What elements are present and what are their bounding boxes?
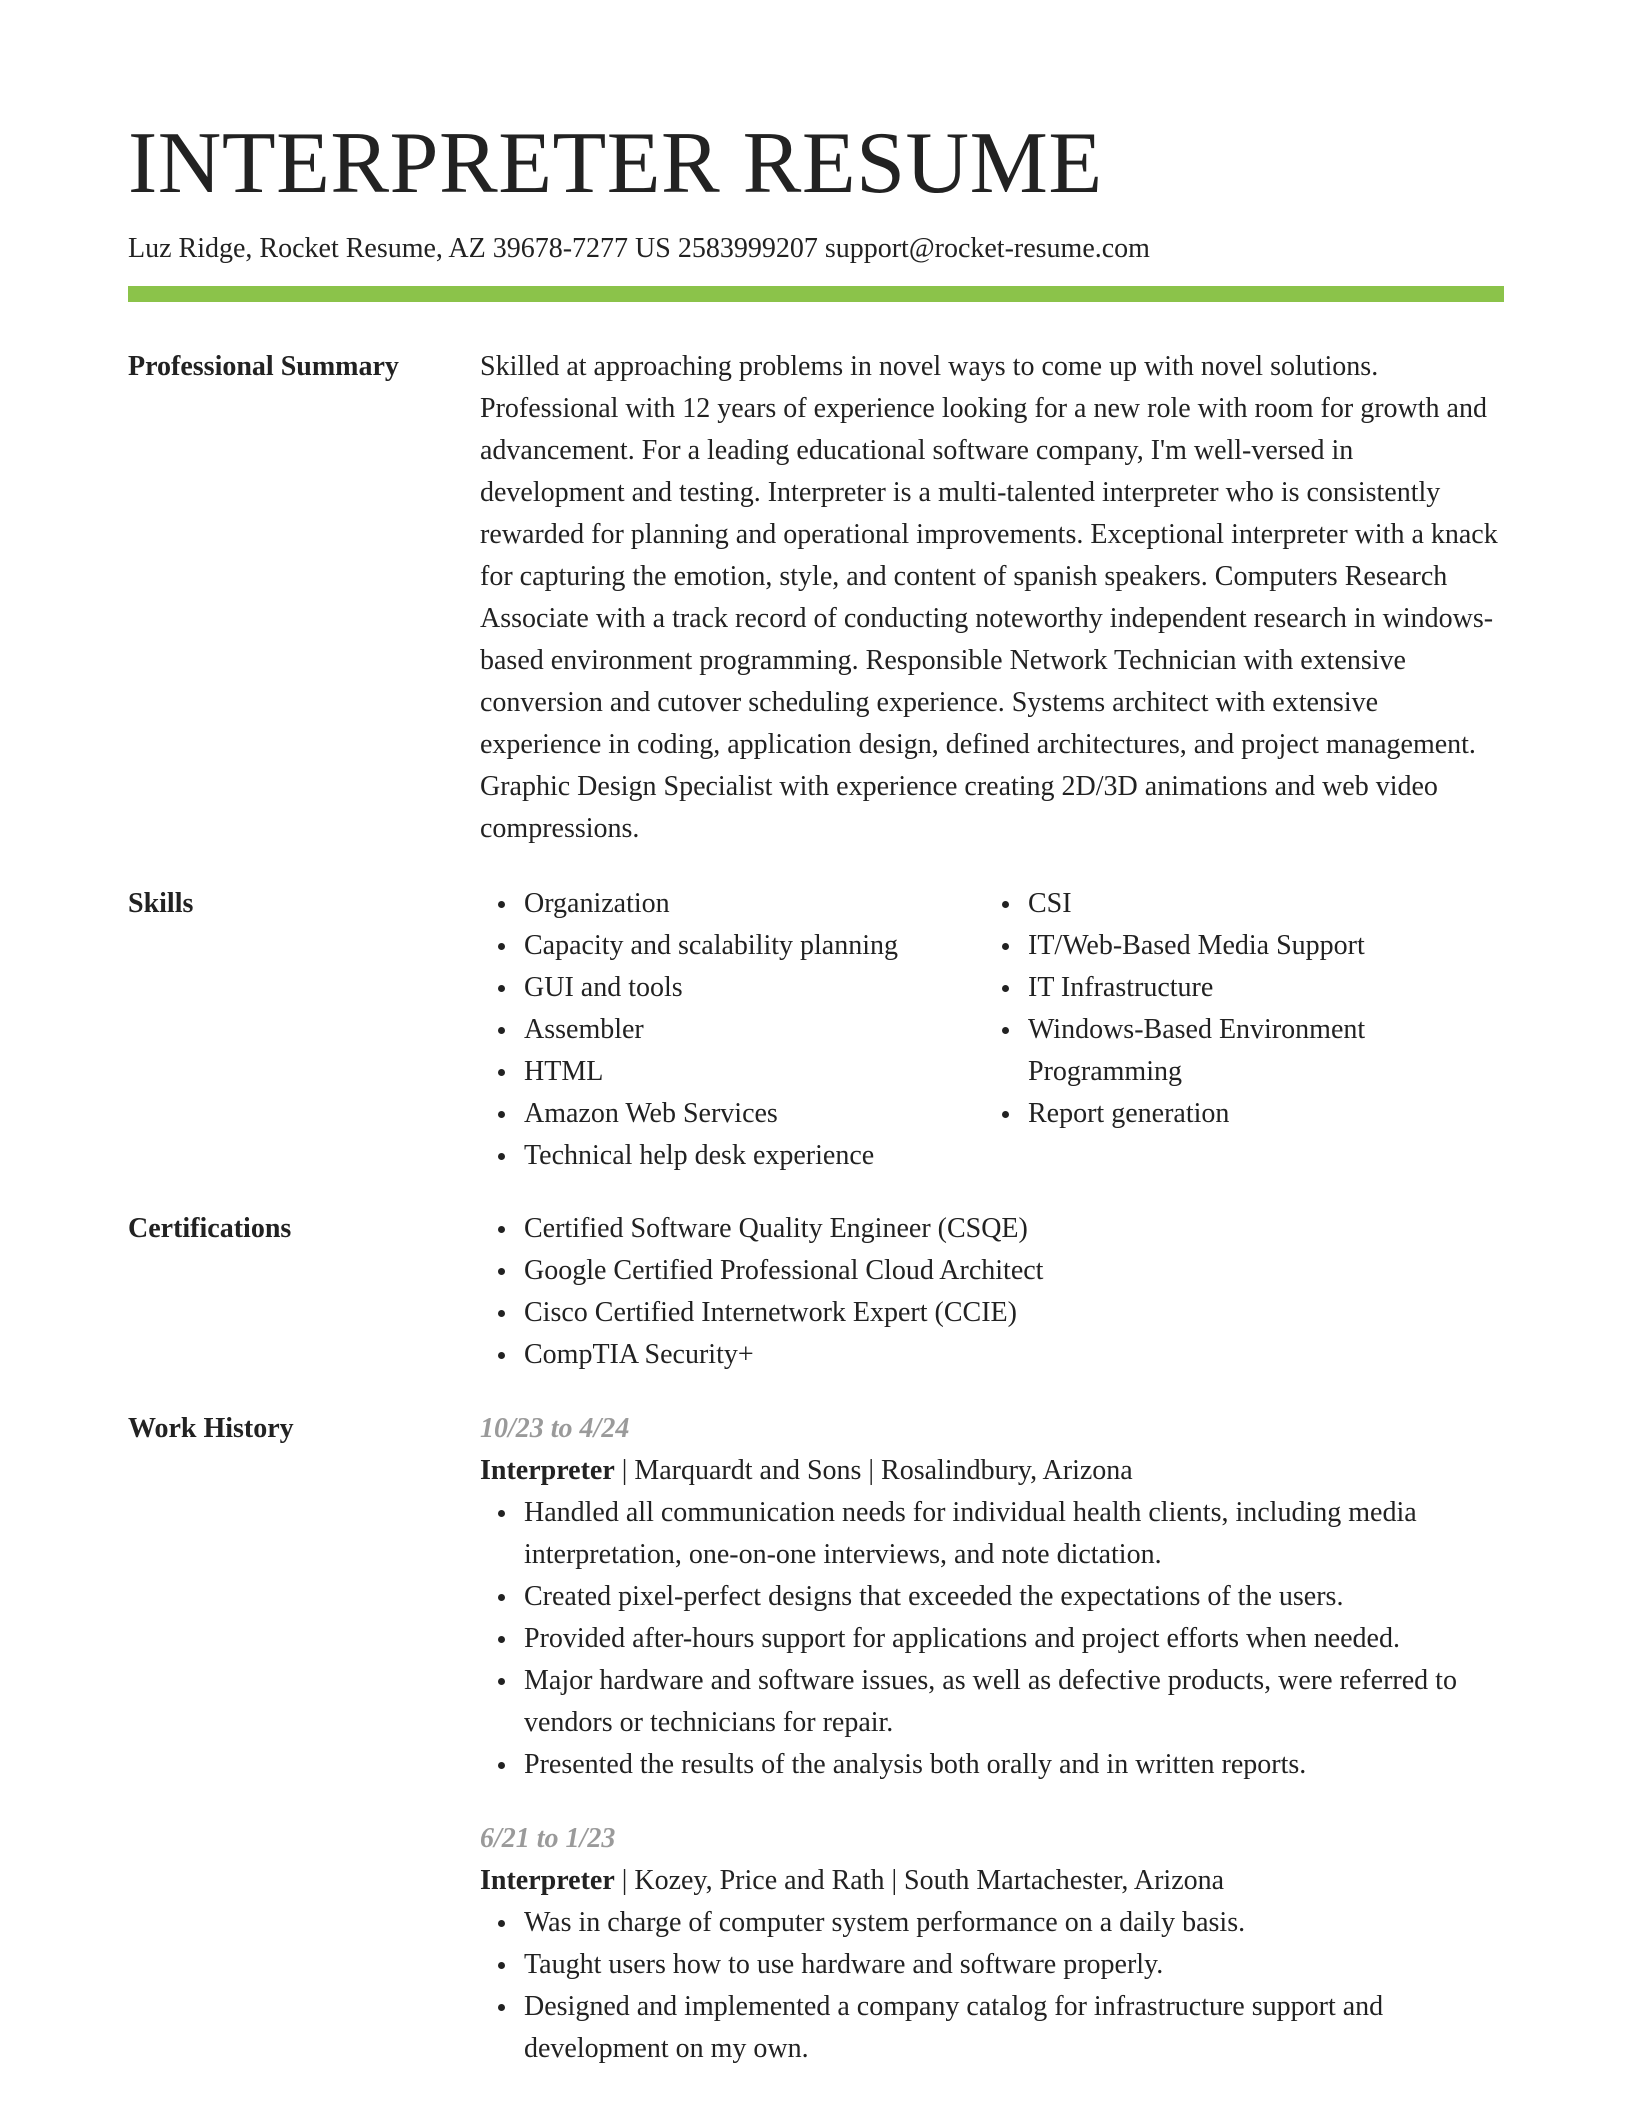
certification-item: CompTIA Security+ bbox=[524, 1334, 1504, 1376]
skills-list-left bbox=[480, 883, 984, 1177]
job-bullet: Was in charge of computer system performance on a daily basis. bbox=[524, 1902, 1504, 1944]
resume-title: INTERPRETER RESUME bbox=[128, 115, 1103, 212]
section-label-skills: Skills bbox=[128, 888, 194, 919]
section-label-summary: Professional Summary bbox=[128, 351, 399, 382]
job-bullet: Created pixel-perfect designs that exceeded the expectations of the users. bbox=[524, 1576, 1504, 1618]
contact-line: Luz Ridge, Rocket Resume, AZ 39678-7277 US 2583999207 support@rocket-resume.com bbox=[128, 233, 1150, 264]
work-history-body bbox=[480, 1408, 1504, 2070]
certifications-list bbox=[480, 1208, 1504, 1376]
skill-item: Amazon Web Services bbox=[524, 1093, 984, 1135]
skill-item: IT/Web-Based Media Support bbox=[1028, 925, 1448, 967]
skills-columns bbox=[480, 883, 1504, 1177]
job-bullet: Taught users how to use hardware and software properly. bbox=[524, 1944, 1504, 1986]
job-heading bbox=[480, 1450, 1504, 1492]
job-bullets bbox=[480, 1902, 1504, 2070]
job-dates: 6/21 to 1/23 bbox=[480, 1823, 616, 1854]
skill-item: Technical help desk experience bbox=[524, 1135, 984, 1177]
job-bullet: Handled all communication needs for individual health clients, including media interpretation, one-on-one interviews, and note dictation. bbox=[524, 1492, 1504, 1576]
skill-item: Capacity and scalability planning bbox=[524, 925, 984, 967]
job-bullet: Presented the results of the analysis both orally and in written reports. bbox=[524, 1744, 1504, 1786]
skill-item: Organization bbox=[524, 883, 984, 925]
skill-item: Assembler bbox=[524, 1009, 984, 1051]
job-dates: 10/23 to 4/24 bbox=[480, 1413, 630, 1444]
skill-item: IT Infrastructure bbox=[1028, 967, 1448, 1009]
section-label-work-history: Work History bbox=[128, 1413, 294, 1444]
job-details: | Marquardt and Sons | Rosalindbury, Arizona bbox=[614, 1455, 1133, 1486]
job-bullets bbox=[480, 1492, 1504, 1786]
certification-item: Certified Software Quality Engineer (CSQE) bbox=[524, 1208, 1504, 1250]
skills-list-right bbox=[984, 883, 1448, 1177]
skill-item: Windows-Based Environment Programming bbox=[1028, 1009, 1448, 1093]
certification-item: Cisco Certified Internetwork Expert (CCIE) bbox=[524, 1292, 1504, 1334]
job-entry bbox=[480, 1818, 1504, 2070]
skill-item: GUI and tools bbox=[524, 967, 984, 1009]
job-bullet: Major hardware and software issues, as well as defective products, were referred to vendors or technicians for repair. bbox=[524, 1660, 1504, 1744]
skill-item: CSI bbox=[1028, 883, 1448, 925]
certifications-body bbox=[480, 1208, 1504, 1376]
job-role: Interpreter bbox=[480, 1865, 615, 1896]
section-label-certifications: Certifications bbox=[128, 1213, 292, 1244]
accent-divider bbox=[128, 286, 1504, 302]
certification-item: Google Certified Professional Cloud Architect bbox=[524, 1250, 1504, 1292]
job-bullet: Designed and implemented a company catalog for infrastructure support and development on my own. bbox=[524, 1986, 1504, 2070]
summary-text: Skilled at approaching problems in novel ways to come up with novel solutions. Professional with 12 years of experience looking for a new role with room for growth and advancement. For a leading educational software company, I'm well-versed in development and testing. Interpreter is a multi-talented interpreter who is consistently rewarded for planning and operational improvements. Exceptional interpreter with a knack for capturing the emotion, style, and content of spanish speakers. Computers Research Associate with a track record of conducting noteworthy independent research in windows-based environment programming. Responsible Network Technician with extensive conversion and cutover scheduling experience. Systems architect with extensive experience in coding, application design, defined architectures, and project management. Graphic Design Specialist with experience creating 2D/3D animations and web video compressions. bbox=[480, 351, 1498, 844]
job-role: Interpreter bbox=[480, 1455, 615, 1486]
job-details: | Kozey, Price and Rath | South Martachester, Arizona bbox=[614, 1865, 1225, 1896]
job-entry bbox=[480, 1408, 1504, 1786]
job-bullet: Provided after-hours support for applications and project efforts when needed. bbox=[524, 1618, 1504, 1660]
skill-item: HTML bbox=[524, 1051, 984, 1093]
job-heading bbox=[480, 1860, 1504, 1902]
skill-item: Report generation bbox=[1028, 1093, 1448, 1135]
summary-body bbox=[480, 346, 1504, 850]
